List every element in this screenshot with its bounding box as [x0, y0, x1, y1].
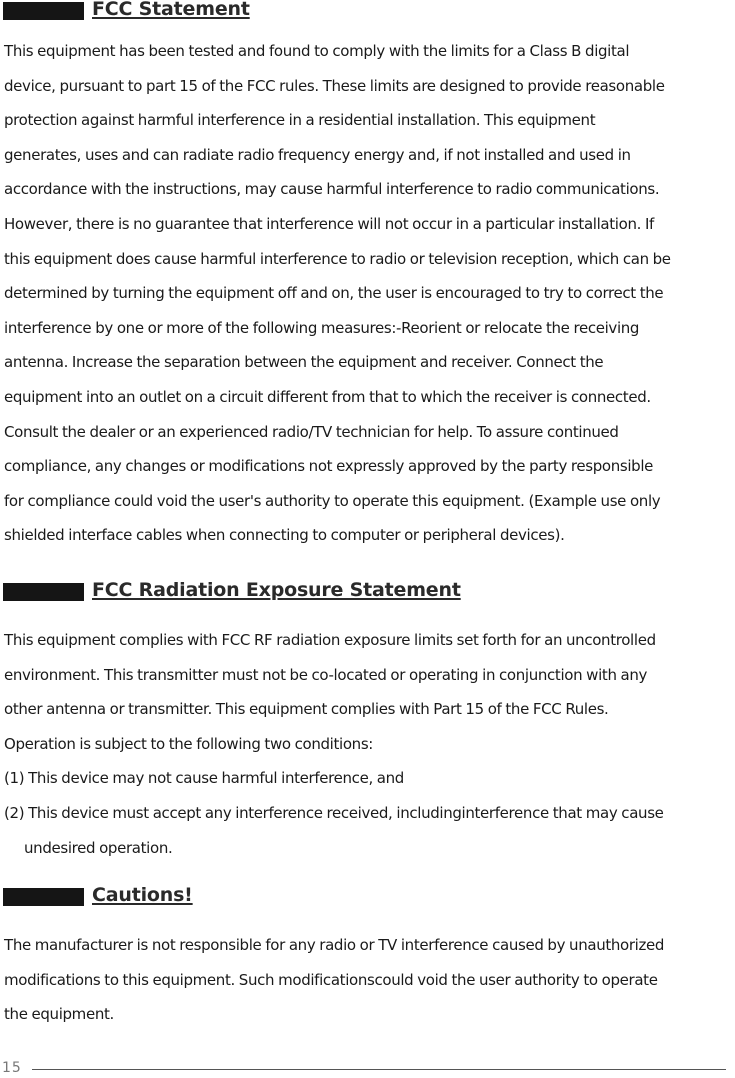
paragraph-line: However, there is no guarantee that interference will not occur in a particular installation. If — [4, 214, 654, 233]
paragraph-line: antenna. Increase the separation between the equipment and receiver. Connect the — [4, 353, 604, 372]
paragraph-line: the equipment. — [4, 1005, 114, 1024]
fcc-statement-paragraph — [0, 34, 735, 553]
radiation-exposure-section — [0, 581, 735, 865]
paragraph-line: accordance with the instructions, may cause harmful interference to radio communications. — [4, 180, 660, 199]
heading-bar-decoration — [3, 583, 84, 601]
paragraph-line: interference by one or more of the following measures:-Reorient or relocate the receiving — [4, 318, 640, 337]
paragraph-line: This equipment complies with FCC RF radiation exposure limits set forth for an uncontrolled — [4, 631, 656, 649]
radiation-exposure-title: FCC Radiation Exposure Statement — [92, 579, 461, 601]
paragraph-line: this equipment does cause harmful interference to radio or television reception, which can be — [4, 249, 671, 268]
paragraph-line: shielded interface cables when connecting to computer or peripheral devices). — [4, 526, 565, 545]
paragraph-line: protection against harmful interference in a residential installation. This equipment — [4, 111, 596, 130]
radiation-exposure-paragraph — [0, 623, 735, 865]
condition-item-continuation: undesired operation. — [24, 838, 173, 857]
cautions-title: Cautions! — [92, 884, 193, 906]
cautions-heading — [0, 886, 735, 910]
heading-bar-decoration — [3, 2, 84, 20]
cautions-paragraph — [0, 928, 735, 1032]
paragraph-line: environment. This transmitter must not be co-located or operating in conjunction with any — [4, 665, 648, 684]
paragraph-line: compliance, any changes or modifications not expressly approved by the party responsible — [4, 457, 654, 476]
cautions-section — [0, 886, 735, 1032]
paragraph-line: determined by turning the equipment off and on, the user is encouraged to try to correct the — [4, 284, 664, 303]
condition-item: (2) This device must accept any interference received, includinginterference that may cause — [4, 803, 664, 822]
paragraph-line: other antenna or transmitter. This equipment complies with Part 15 of the FCC Rules. — [4, 700, 609, 719]
radiation-exposure-heading — [0, 581, 735, 605]
paragraph-line: device, pursuant to part 15 of the FCC rules. These limits are designed to provide reasonable — [4, 76, 665, 95]
paragraph-line: generates, uses and can radiate radio frequency energy and, if not installed and used in — [4, 145, 631, 164]
page-footer — [0, 1058, 735, 1078]
paragraph-line: This equipment has been tested and found to comply with the limits for a Class B digital — [4, 42, 630, 60]
paragraph-line: The manufacturer is not responsible for any radio or TV interference caused by unauthorized — [4, 936, 665, 954]
paragraph-line: Consult the dealer or an experienced radio/TV technician for help. To assure continued — [4, 422, 619, 441]
paragraph-line: equipment into an outlet on a circuit different from that to which the receiver is connected. — [4, 387, 651, 406]
heading-bar-decoration — [3, 888, 84, 906]
condition-item: (1) This device may not cause harmful interference, and — [4, 769, 404, 788]
fcc-statement-title: FCC Statement — [92, 0, 250, 20]
paragraph-line: Operation is subject to the following two conditions: — [4, 734, 373, 753]
page-number: 15 — [2, 1060, 22, 1076]
paragraph-line: modifications to this equipment. Such modificationscould void the user authority to operate — [4, 970, 658, 989]
paragraph-line: for compliance could void the user's authority to operate this equipment. (Example use only — [4, 491, 661, 510]
fcc-statement-heading — [0, 0, 735, 24]
footer-divider — [32, 1069, 726, 1070]
